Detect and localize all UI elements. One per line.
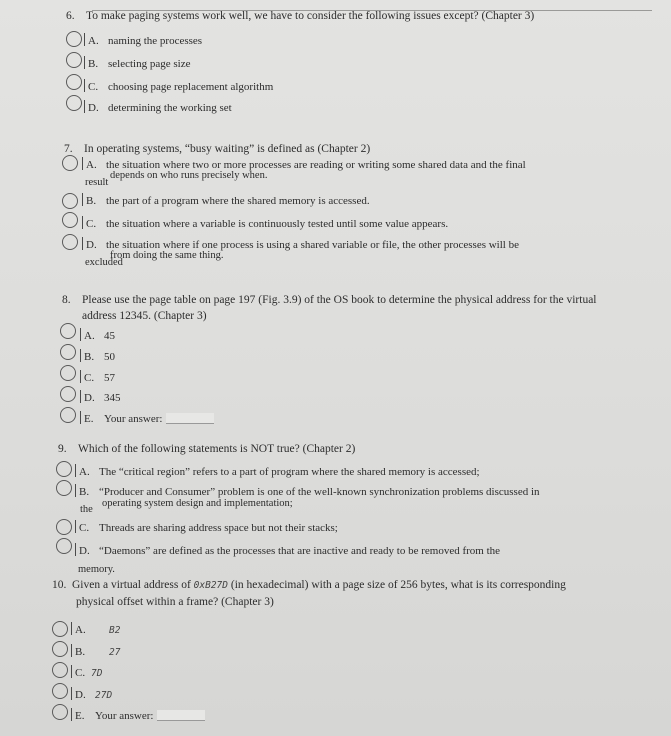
question-number: 7. — [64, 143, 73, 155]
question-8 — [62, 292, 637, 324]
answer-input-q8[interactable] — [166, 413, 214, 424]
option-q7-a-cont: depends on who runs precisely when. — [110, 170, 268, 181]
question-9 — [58, 441, 633, 457]
radio-q9-c[interactable] — [56, 519, 72, 535]
radio-q8-e[interactable] — [60, 407, 76, 423]
radio-q6-c[interactable] — [66, 74, 82, 90]
option-q8-d: D. 345 — [80, 390, 121, 405]
radio-q8-c[interactable] — [60, 365, 76, 381]
option-q8-a: A. 45 — [80, 328, 115, 343]
question-10 — [52, 577, 627, 610]
option-q10-b: B. 27 — [71, 644, 120, 660]
option-q9-d-cont: memory. — [78, 564, 115, 575]
question-7 — [64, 141, 639, 157]
option-q9-b-cont-word: the — [80, 504, 93, 515]
option-q6-c: C. choosing page replacement algorithm — [84, 79, 273, 94]
radio-q7-b[interactable] — [62, 193, 78, 209]
radio-q9-d[interactable] — [56, 538, 72, 554]
radio-q10-d[interactable] — [52, 683, 68, 699]
question-text: Which of the following statements is NOT true? (Chapter 2) — [78, 443, 356, 455]
option-q7-a: A. the situation where two or more processes are reading or writing some shared data and the final — [82, 157, 526, 172]
question-text-post: (in hexadecimal) with a page size of 256 bytes, what is its corresponding — [228, 579, 566, 591]
question-text: To make paging systems work well, we have to consider the following issues except? (Chapter 3) — [86, 10, 535, 22]
radio-q8-d[interactable] — [60, 386, 76, 402]
option-q9-a: A. The “critical region” refers to a part of program where the shared memory is accessed; — [75, 464, 480, 479]
question-text-line2: address 12345. (Chapter 3) — [82, 310, 207, 322]
option-q10-c: C. 7D — [71, 665, 102, 681]
radio-q10-a[interactable] — [52, 621, 68, 637]
radio-q6-d[interactable] — [66, 95, 82, 111]
radio-q9-a[interactable] — [56, 461, 72, 477]
option-q7-d-cont-word: excluded — [85, 257, 123, 268]
option-q7-d: D. the situation where if one process is using a shared variable or file, the other processes will be — [82, 237, 519, 252]
option-q7-d-cont: from doing the same thing. — [110, 250, 224, 261]
radio-q6-b[interactable] — [66, 52, 82, 68]
option-q6-b: B. selecting page size — [84, 56, 190, 71]
option-q8-e: E. Your answer: — [80, 411, 214, 426]
answer-input-q10[interactable] — [157, 710, 205, 721]
question-text: Please use the page table on page 197 (Fig. 3.9) of the OS book to determine the physical address for the virtual — [82, 294, 597, 306]
option-q9-b: B. “Producer and Consumer” problem is one of the well-known synchronization problems discussed in — [75, 484, 540, 499]
option-q7-c: C. the situation where a variable is continuously tested until some value appears. — [82, 216, 448, 231]
radio-q7-d[interactable] — [62, 234, 78, 250]
question-text-line2: physical offset within a frame? (Chapter 3) — [76, 596, 274, 608]
option-q9-c: C. Threads are sharing address space but not their stacks; — [75, 520, 338, 535]
radio-q8-a[interactable] — [60, 323, 76, 339]
question-number: 6. — [66, 10, 75, 22]
radio-q10-e[interactable] — [52, 704, 68, 720]
radio-q10-b[interactable] — [52, 641, 68, 657]
radio-q6-a[interactable] — [66, 31, 82, 47]
radio-q9-b[interactable] — [56, 480, 72, 496]
option-q10-e: E. Your answer: — [71, 708, 205, 723]
option-q8-b: B. 50 — [80, 349, 115, 364]
radio-q7-a[interactable] — [62, 155, 78, 171]
option-q6-a: A. naming the processes — [84, 33, 202, 48]
radio-q10-c[interactable] — [52, 662, 68, 678]
question-number: 9. — [58, 443, 67, 455]
option-q9-d: D. “Daemons” are defined as the processes that are inactive and ready to be removed from the — [75, 543, 500, 558]
question-text-code: 0xB27D — [193, 580, 228, 591]
question-number: 8. — [62, 294, 71, 306]
option-q6-d: D. determining the working set — [84, 100, 232, 115]
question-number: 10. — [52, 579, 67, 591]
option-q10-a: A. B2 — [71, 622, 120, 638]
question-6 — [66, 8, 641, 24]
question-text: In operating systems, “busy waiting” is defined as (Chapter 2) — [84, 143, 371, 155]
option-q7-a-cont-word: result — [85, 177, 109, 188]
radio-q8-b[interactable] — [60, 344, 76, 360]
radio-q7-c[interactable] — [62, 212, 78, 228]
option-q9-b-cont: operating system design and implementation; — [102, 498, 293, 509]
question-text-pre: Given a virtual address of — [72, 579, 194, 591]
option-q7-b: B. the part of a program where the shared memory is accessed. — [82, 193, 370, 208]
option-q10-d: D. 27D — [71, 687, 112, 703]
option-q8-c: C. 57 — [80, 370, 115, 385]
